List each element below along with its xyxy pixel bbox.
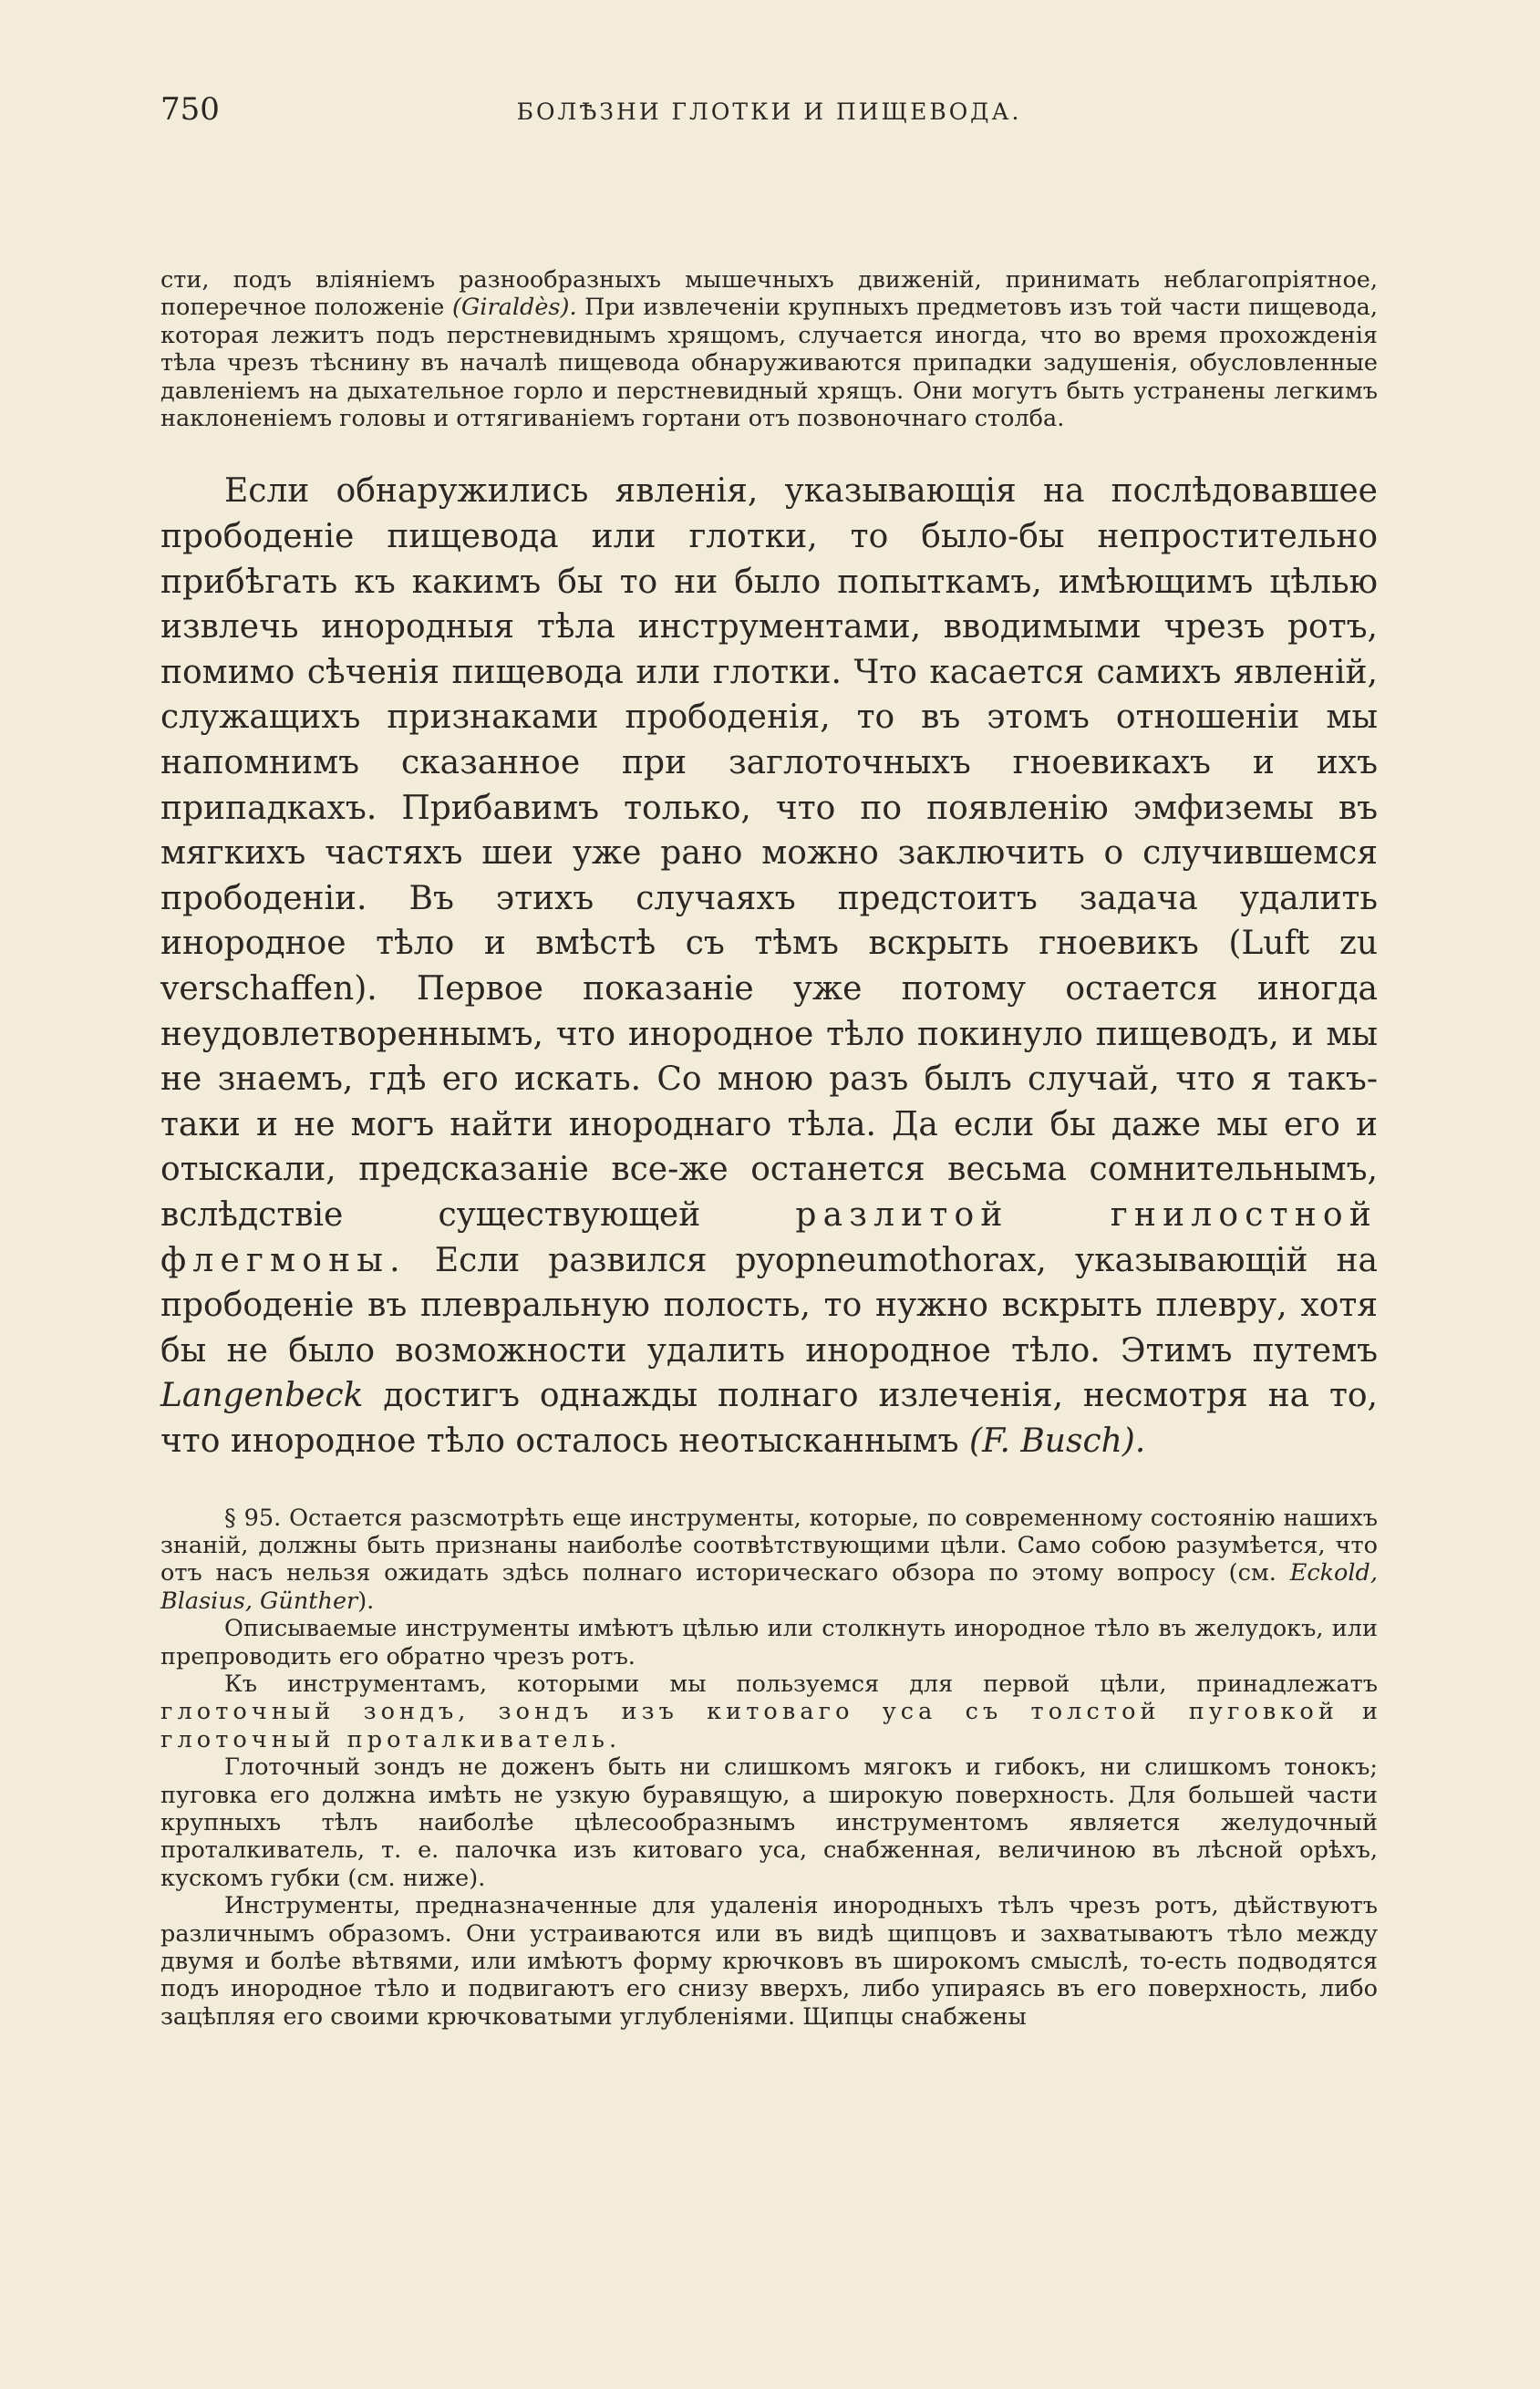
section-95-paragraph-5: Инструменты, предназначенные для удаленія инородныхъ тѣлъ чрезъ ротъ, дѣйствуютъ различнымъ образомъ. Они устраиваются или въ видѣ щипцовъ и захватываютъ тѣло между двумя и болѣе вѣтвями, или имѣютъ форму крючковъ въ широкомъ смыслѣ, то-есть подводятся подъ инородное тѣло и подвигаютъ его снизу вверхъ, либо упираясь въ его поверхность, либо зацѣпляя его своими крючковатыми углубленіями. Щипцы снабжены xyxy=(160,1892,1378,2031)
s95-p3-text-1: Къ инструментамъ, которыми мы пользуемся для первой цѣли, принадлежатъ xyxy=(224,1670,1378,1698)
s95-p3-term-1: глоточный зондъ, зондъ изъ китоваго уса съ толстой пуговкой xyxy=(160,1698,1338,1726)
intro-author: (Giraldès). xyxy=(451,294,577,322)
page-header xyxy=(160,91,1378,146)
main-text-4: достигъ однажды полнаго излеченія, несмотря на то, что инородное тѣло осталось неотысканнымъ xyxy=(160,1377,1378,1460)
section-95-paragraph-1 xyxy=(160,1505,1378,1616)
s95-p1-text-2: ). xyxy=(357,1587,375,1615)
s95-p3-term-2: глоточный проталкиватель. xyxy=(160,1725,622,1753)
s95-p3-text-2: и xyxy=(1338,1698,1378,1726)
section-95-paragraph-4: Глоточный зондъ не доженъ быть ни слишкомъ мягокъ и гибокъ, ни слишкомъ тонокъ; пуговка его должна имѣть не узкую буравящую, а широкую поверхность. Для большей части крупныхъ тѣлъ наиболѣе цѣлесообразнымъ инструментомъ является желудочный проталкиватель, т. е. палочка изъ китоваго уса, снабженная, величиною въ лѣсной орѣхъ, кускомъ губки (см. ниже). xyxy=(160,1753,1378,1892)
section-95 xyxy=(160,1505,1378,2032)
main-author-2: (F. Busch). xyxy=(969,1422,1146,1460)
s95-p1-refs: Eckold, Blasius, Günther xyxy=(160,1559,1378,1615)
page xyxy=(160,91,1378,2031)
intro-text-1: сти, подъ вліяніемъ разнообразныхъ мышечныхъ движеній, принимать неблагопріятное, поперечное положеніе xyxy=(160,266,1378,322)
section-95-paragraph-3 xyxy=(160,1670,1378,1753)
intro-paragraph xyxy=(160,266,1378,432)
main-german-phrase: (Luft zu verschaffen). xyxy=(160,925,1379,1008)
main-text-3: Если развился pyopneumothorax, указывающій на прободеніе въ плевральную полость, то нужно вскрыть плевру, хотя бы не было возможности удалить инородное тѣло. Этимъ путемъ xyxy=(160,1241,1378,1370)
main-spaced-phrase: разлитой гнилостной флегмоны. xyxy=(160,1195,1378,1279)
section-95-paragraph-2: Описываемые инструменты имѣютъ цѣлью или столкнуть инородное тѣло въ желудокъ, или препроводить его обратно чрезъ ротъ. xyxy=(160,1615,1378,1670)
main-author-1: Langenbeck xyxy=(160,1377,364,1415)
main-text-2: Первое показаніе уже потому остается иногда неудовлетвореннымъ, что инородное тѣло покинуло пищеводъ, и мы не знаемъ, гдѣ его искать. Со мною разъ былъ случай, что я такъ-таки и не могъ найти инороднаго тѣла. Да если бы даже мы его и отыскали, предсказаніе все-же останется весьма сомнительнымъ, вслѣдствіе существующей xyxy=(160,969,1378,1234)
running-head: БОЛѢЗНИ ГЛОТКИ И ПИЩЕВОДА. xyxy=(516,98,1022,125)
page-number: 750 xyxy=(160,91,220,128)
main-text-1: Если обнаружились явленія, указывающія на послѣдовавшее прободеніе пищевода или глотки, то было-бы непростительно прибѣгать къ какимъ бы то ни было попыткамъ, имѣющимъ цѣлью извлечь инородныя тѣла инструментами, вводимыми чрезъ ротъ, помимо сѣченія пищевода или глотки. Что касается самихъ явленій, служащихъ признаками прободенія, то въ этомъ отношеніи мы напомнимъ сказанное при заглоточныхъ гноевикахъ и ихъ припадкахъ. Прибавимъ только, что по появленію эмфиземы въ мягкихъ частяхъ шеи уже рано можно заключить о случившемся прободеніи. Въ этихъ случаяхъ предстоитъ задача удалить инородное тѣло и вмѣстѣ съ тѣмъ вскрыть гноевикъ xyxy=(160,472,1378,963)
s95-p1-text-1: § 95. Остается разсмотрѣть еще инструменты, которые, по современному состоянію нашихъ знаній, должны быть признаны наиболѣе соотвѣтствующими цѣли. Само собою разумѣется, что отъ насъ нельзя ожидать здѣсь полнаго историческаго обзора по этому вопросу (см. xyxy=(160,1504,1378,1587)
main-paragraph xyxy=(160,469,1378,1463)
intro-text-2: При извлеченіи крупныхъ предметовъ изъ той части пищевода, которая лежитъ подъ перстневиднымъ хрящомъ, случается иногда, что во время прохожденія тѣла чрезъ тѣснину въ началѣ пищевода обнаруживаются припадки задушенія, обусловленные давленіемъ на дыхательное горло и перстневидный хрящъ. Они могутъ быть устранены легкимъ наклоненіемъ головы и оттягиваніемъ гортани отъ позвоночнаго столба. xyxy=(160,294,1378,433)
